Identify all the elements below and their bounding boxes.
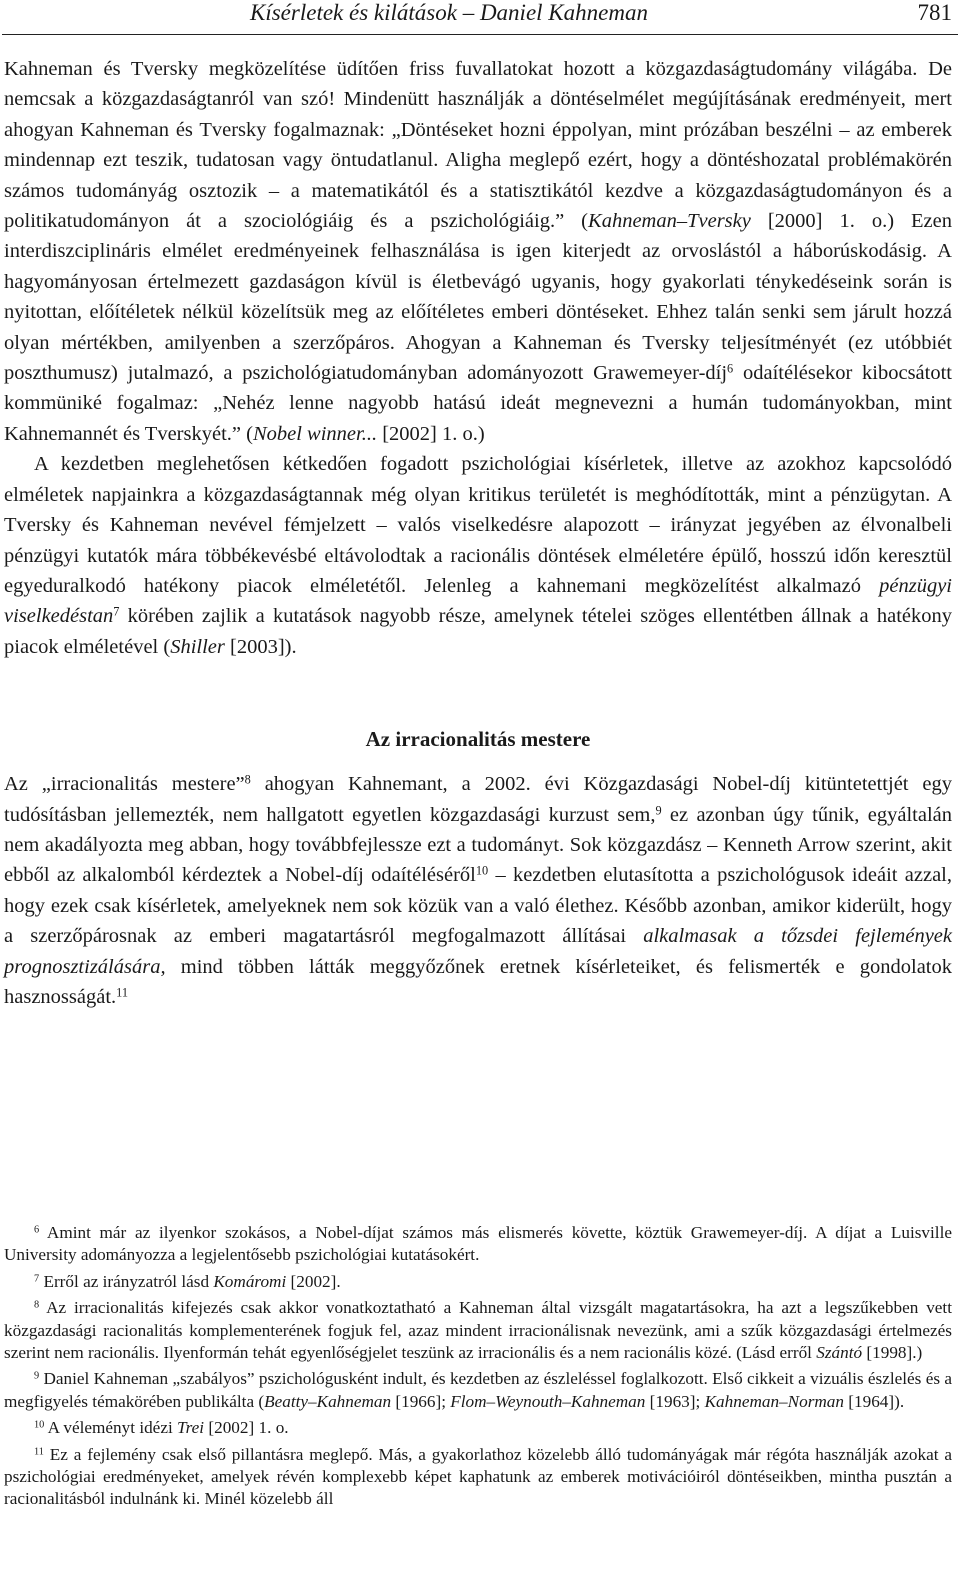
main-text [4,54,952,1012]
para3-text-a: Az „irracionalitás mestere” [4,773,245,796]
para2-text-a: A kezdetben meglehetősen kétkedően fogadott pszichológiai kísérletek, illetve az azokhoz kapcsolódó elméletek napjainkra a közgazdaságtannak még olyan kritikus területét is meghódították, mint a pénzügytan. A Tversky és Kahneman nevével fémjelzett – valós viselkedésre alapozott – irányzat jegyében az élvonalbeli pénzügyi kutatók mára többékevésbé eltávolodtak a racionális döntések elméletére épülő, hosszú időn keresztül egyeduralkodó hatékony piacok elméletétől. Jelenleg a kahnemani megközelítést alkalmazó [4,453,952,597]
running-title: Kísérletek és kilátások – Daniel Kahneman [250,0,648,25]
citation: Nobel winner... [252,422,378,445]
paragraph-3 [4,769,952,1012]
citation: Kahneman–Norman [704,1391,844,1411]
footnotes [4,1222,952,1515]
footnote-text: [2002]. [286,1271,341,1291]
footnote-8 [4,1297,952,1364]
footnote-text: [2002] 1. o. [204,1418,289,1438]
footnote-text: A véleményt idézi [47,1418,178,1438]
footnote-text: [1963]; [645,1391,705,1411]
citation: Flom–Weynouth–Kahneman [450,1391,646,1411]
footnote-text: Erről az irányzatról lásd [43,1271,214,1291]
running-header [6,0,952,30]
footnote-6 [4,1222,952,1267]
footnote-ref-8[interactable]: 8 [244,772,251,787]
footnote-ref-9[interactable]: 9 [655,802,662,817]
citation: Trei [177,1418,205,1438]
para1-text-c: odaítélésekor kibocsátott kommüniké fogalmaz: „Nehéz lenne nagyobb hatású ideát megnevezni a humán tudományokban, mint Kahnemannét és Tverskyét.” ( [4,362,952,445]
paragraph-1 [4,54,952,449]
footnote-number: 9 [34,1370,40,1382]
citation: Beatty–Kahneman [264,1391,392,1411]
footnote-7 [4,1271,952,1293]
para1-text-d: [2002] 1. o.) [377,422,485,445]
footnote-9 [4,1368,952,1413]
para2-text-b: körében zajlik a kutatások nagyobb része, amelynek tételei szöges ellentétben állnak a hatékony piacok elméletével ( [4,605,952,658]
footnote-text: Daniel Kahneman „szabályos” pszichológusként indult, és kezdetben az észleléssel foglalkozott. Első cikkeit a vizuális észlelés és a megfigyelés témakörében publikálta ( [4,1369,952,1411]
footnote-ref-7[interactable]: 7 [113,604,120,619]
section-heading: Az irracionalitás mestere [365,727,591,752]
footnote-ref-11[interactable]: 11 [116,985,128,1000]
citation: Komáromi [213,1271,287,1291]
page-number: 781 [917,0,952,25]
footnote-11 [4,1444,952,1511]
footnote-ref-10[interactable]: 10 [475,863,489,878]
footnote-text: Ez a fejlemény csak első pillantásra meglepő. Más, a gyakorlathoz közelebb álló tudományágak már régóta használják azokat a pszichológiai eredményeket, amelyek révén komplexebb képet kaphatunk az emberek motivációiról döntéseikben, mintha pusztán a racionalitásból indulnánk ki. Minél közelebb áll [4,1444,953,1509]
para3-text-d: – kezdetben elutasította a pszichológusok ideáit azzal, hogy ezek csak kísérletek, amelyeknek nem sok közük van a való élethez. Később azonban, amikor kiderült, hogy a szerzőpárosnak az emberi magatartásról megfogalmazott állításai [4,864,952,948]
para3-text-c: ez azonban úgy tűnik, egyáltalán nem akadályozta meg abban, hogy továbbfejlessze ezt a tudományt. Sok közgazdász – Kenneth Arrow szerint, akit ebből az alkalomból kérdeztek a Nobel-díj odaítéléséről [4,803,952,887]
footnote-number: 6 [34,1224,40,1236]
emphasized-term: pénzügyi viselkedéstan [4,574,952,628]
para2-text-c: [2003]). [224,635,297,658]
footnote-10 [4,1417,952,1439]
footnote-number: 11 [34,1445,44,1457]
footnote-text: Amint már az ilyenkor szokásos, a Nobel-díjat számos más elismerés követte, köztük Grawemeyer-díj. A díjat a Luisville University adományozza a legjelentősebb pszichológiai kutatásokért. [4,1223,952,1265]
footnote-number: 10 [34,1419,45,1431]
emphasized-phrase: alkalmasak a tőzsdei fejlemények prognosztizálására, [4,925,952,978]
para1-text-b: [2000] 1. o.) Ezen interdiszciplináris elmélet eredményeinek felhasználása is igen kiterjedt az orvoslástól a háborúskodásig. A hagyományosan értelmezett gazdaságon kívül is életbevágó ugyanis, hogy gyakorlati ténykedéseink során is nyitottan, előítéletek nélkül közelítsük meg az előítéletes emberi döntéseket. Ehhez talán senki sem járult hozzá olyan mértékben, amilyenben a szerzőpáros. Ahogyan a Kahneman és Tversky teljesítményét (ez utóbbiét poszthumusz) jutalmazó, a pszichológiatudományban adományozott Grawemeyer-díj [4,210,953,385]
citation: Kahneman–Tversky [588,210,751,233]
footnote-text: [1966]; [391,1391,451,1411]
paragraph-2 [4,449,952,662]
footnote-text: [1964]). [844,1391,905,1411]
footnote-text: Az irracionalitás kifejezés csak akkor vonatkoztatható a Kahneman által vizsgált magatartásokra, ha azt a legszűkebben vett közgazdasági racionalitás komplementerének fogjuk fel, azaz mindent irracionálisnak nevezünk, ami a szűk közgazdasági értelmezés szerint nem racionális. Ilyenformán tehát egyenlőségjelet teszünk az irracionális és a nem racionális közé. (Lásd erről [4,1298,952,1363]
citation: Szántó [816,1343,863,1363]
citation: Shiller [170,635,225,658]
footnote-ref-6[interactable]: 6 [727,361,734,376]
footnote-number: 8 [34,1299,40,1311]
footnote-text: [1998].) [862,1343,923,1363]
header-rule [2,34,958,35]
para3-text-e: mind többen látták meggyőzőnek eretnek kísérleteiket, és felismerték e gondolatok hasznosságát. [4,955,952,1008]
para3-text-b: ahogyan Kahnemant, a 2002. évi Közgazdasági Nobel-díj kitüntetettjét egy tudósításban jellemezték, nem hallgatott egyetlen közgazdasági kurzust sem, [4,773,952,826]
footnote-number: 7 [34,1273,40,1285]
para1-text-a: Kahneman és Tversky megközelítése üdítően friss fuvallatokat hozott a közgazdaságtudomány világába. De nemcsak a közgazdaságtanról van szó! Mindenütt használják a döntéselmélet megújításának eredményeit, mert ahogyan Kahneman és Tversky fogalmaznak: „Döntéseket hozni éppolyan, mint prózában beszélni – az emberek mindennap ezt teszik, tudatosan vagy öntudatlanul. Aligha meglepő ezért, hogy a döntéshozatal problémakörén számos tudományág osztozik – a matematikától és a statisztikától kezdve a közgazdaságtudományon és a politikatudományon át a szociológiáig és a pszichológiáig.” ( [4,58,952,233]
